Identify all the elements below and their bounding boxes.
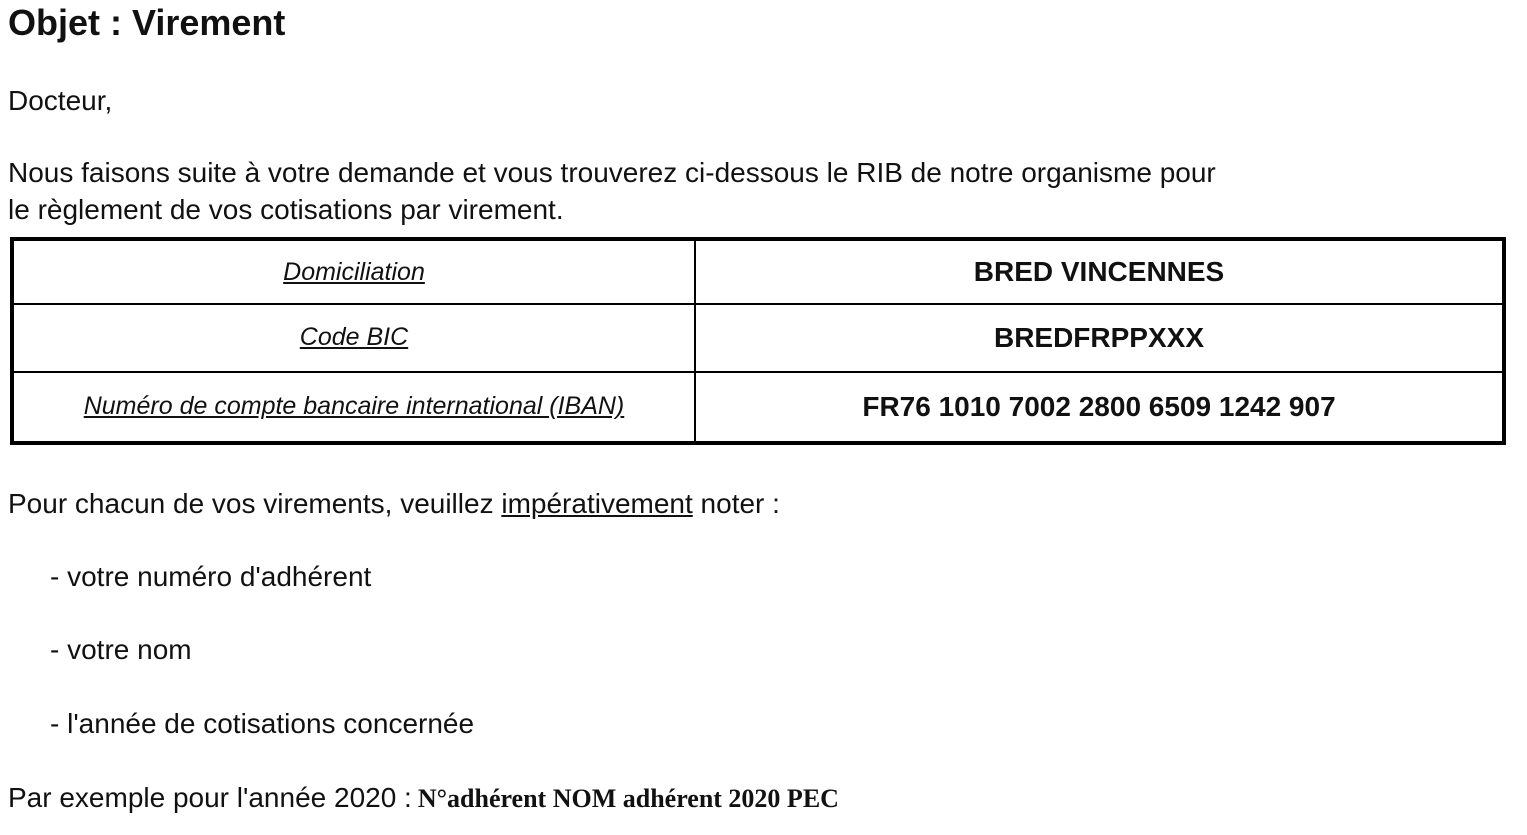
rib-label-cell <box>12 239 695 304</box>
instructions-lead-before: Pour chacun de vos virements, veuillez <box>8 488 502 519</box>
instructions-lead-after: noter : <box>692 488 780 519</box>
iban-label: Numéro de compte bancaire international (IBAN) <box>83 392 625 421</box>
intro-line-1: Nous faisons suite à votre demande et vous trouverez ci-dessous le RIB de notre organisme pour <box>8 157 1216 188</box>
letter-subject: Objet : Virement <box>8 2 286 43</box>
iban-value: FR76 1010 7002 2800 6509 1242 907 <box>862 390 1336 422</box>
rib-label-cell <box>12 304 695 371</box>
list-item: - votre numéro d'adhérent <box>50 561 372 592</box>
table-row <box>12 304 1504 371</box>
table-row <box>12 239 1504 304</box>
domiciliation-label: Domiciliation <box>283 257 425 286</box>
rib-label-cell <box>12 372 695 443</box>
example-value: N°adhérent NOM adhérent 2020 PEC <box>417 784 839 813</box>
salutation: Docteur, <box>8 85 113 116</box>
rib-value-cell <box>695 304 1504 371</box>
example-label: Par exemple pour l'année 2020 : <box>8 782 412 813</box>
rib-value-cell <box>695 239 1504 304</box>
rib-value-cell <box>695 372 1504 443</box>
intro-line-2: le règlement de vos cotisations par virement. <box>8 194 564 225</box>
rib-table <box>10 237 1506 445</box>
list-item: - votre nom <box>50 634 192 665</box>
list-item: - l'année de cotisations concernée <box>50 708 475 739</box>
bic-label: Code BIC <box>299 323 409 352</box>
instructions-lead <box>8 486 780 522</box>
example-line <box>8 780 839 817</box>
table-row <box>12 372 1504 443</box>
bic-value: BREDFRPPXXX <box>993 321 1205 353</box>
instructions-emphasis: impérativement <box>501 488 693 519</box>
domiciliation-value: BRED VINCENNES <box>973 256 1225 288</box>
